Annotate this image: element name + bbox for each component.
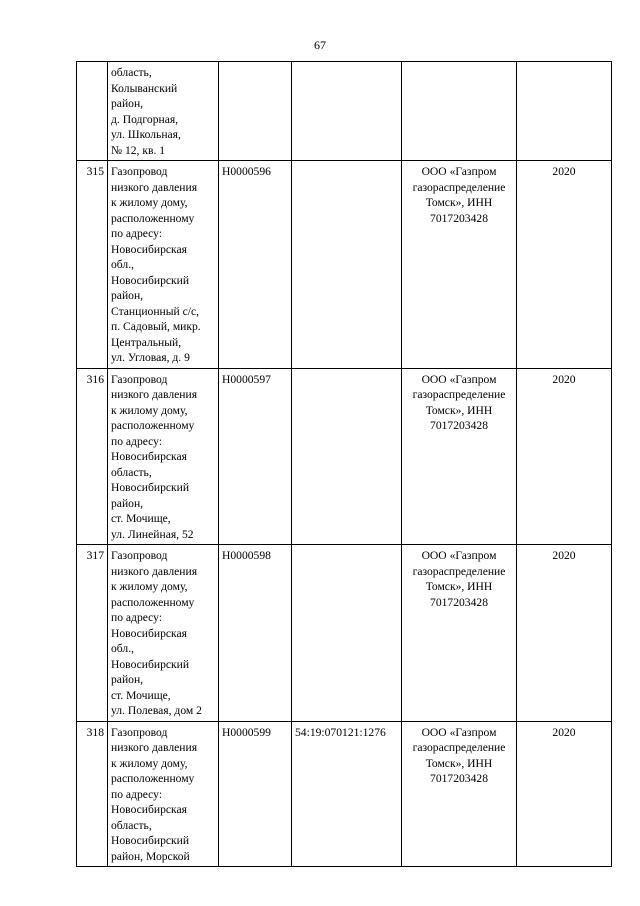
table-row bbox=[77, 545, 612, 722]
cadastral-number bbox=[292, 62, 402, 161]
owner: ООО «Газпром газораспределение Томск», ИНН 7017203428 bbox=[402, 545, 517, 722]
object-name: Газопровод низкого давления к жилому дому, расположенному по адресу: Новосибирская область, Новосибирский район, Морской bbox=[108, 721, 219, 867]
year: 2020 bbox=[517, 545, 612, 722]
row-number: 316 bbox=[77, 368, 108, 545]
row-number bbox=[77, 62, 108, 161]
row-number: 318 bbox=[77, 721, 108, 867]
object-name: Газопровод низкого давления к жилому дому, расположенному по адресу: Новосибирская обл., Новосибирский район, ст. Мочище, ул. Полевая, дом 2 bbox=[108, 545, 219, 722]
table-row bbox=[77, 368, 612, 545]
inventory-code: Н0000597 bbox=[219, 368, 292, 545]
object-name: область, Колыванский район, д. Подгорная, ул. Школьная, № 12, кв. 1 bbox=[108, 62, 219, 161]
table-row bbox=[77, 161, 612, 369]
inventory-code: Н0000599 bbox=[219, 721, 292, 867]
year: 2020 bbox=[517, 721, 612, 867]
table-row bbox=[77, 62, 612, 161]
year bbox=[517, 62, 612, 161]
registry-table bbox=[76, 61, 612, 867]
cadastral-number bbox=[292, 545, 402, 722]
owner: ООО «Газпром газораспределение Томск», ИНН 7017203428 bbox=[402, 721, 517, 867]
cadastral-number: 54:19:070121:1276 bbox=[292, 721, 402, 867]
cadastral-number bbox=[292, 368, 402, 545]
inventory-code bbox=[219, 62, 292, 161]
table-row bbox=[77, 721, 612, 867]
inventory-code: Н0000598 bbox=[219, 545, 292, 722]
owner: ООО «Газпром газораспределение Томск», ИНН 7017203428 bbox=[402, 161, 517, 369]
owner: ООО «Газпром газораспределение Томск», ИНН 7017203428 bbox=[402, 368, 517, 545]
owner bbox=[402, 62, 517, 161]
object-name: Газопровод низкого давления к жилому дому, расположенному по адресу: Новосибирская область, Новосибирский район, ст. Мочище, ул. Линейная, 52 bbox=[108, 368, 219, 545]
row-number: 317 bbox=[77, 545, 108, 722]
year: 2020 bbox=[517, 161, 612, 369]
year: 2020 bbox=[517, 368, 612, 545]
object-name: Газопровод низкого давления к жилому дому, расположенному по адресу: Новосибирская обл., Новосибирский район, Станционный с/с, п. Садовый, микр. Центральный, ул. Угловая, д. 9 bbox=[108, 161, 219, 369]
inventory-code: Н0000596 bbox=[219, 161, 292, 369]
page-number: 67 bbox=[314, 38, 326, 52]
row-number: 315 bbox=[77, 161, 108, 369]
cadastral-number bbox=[292, 161, 402, 369]
